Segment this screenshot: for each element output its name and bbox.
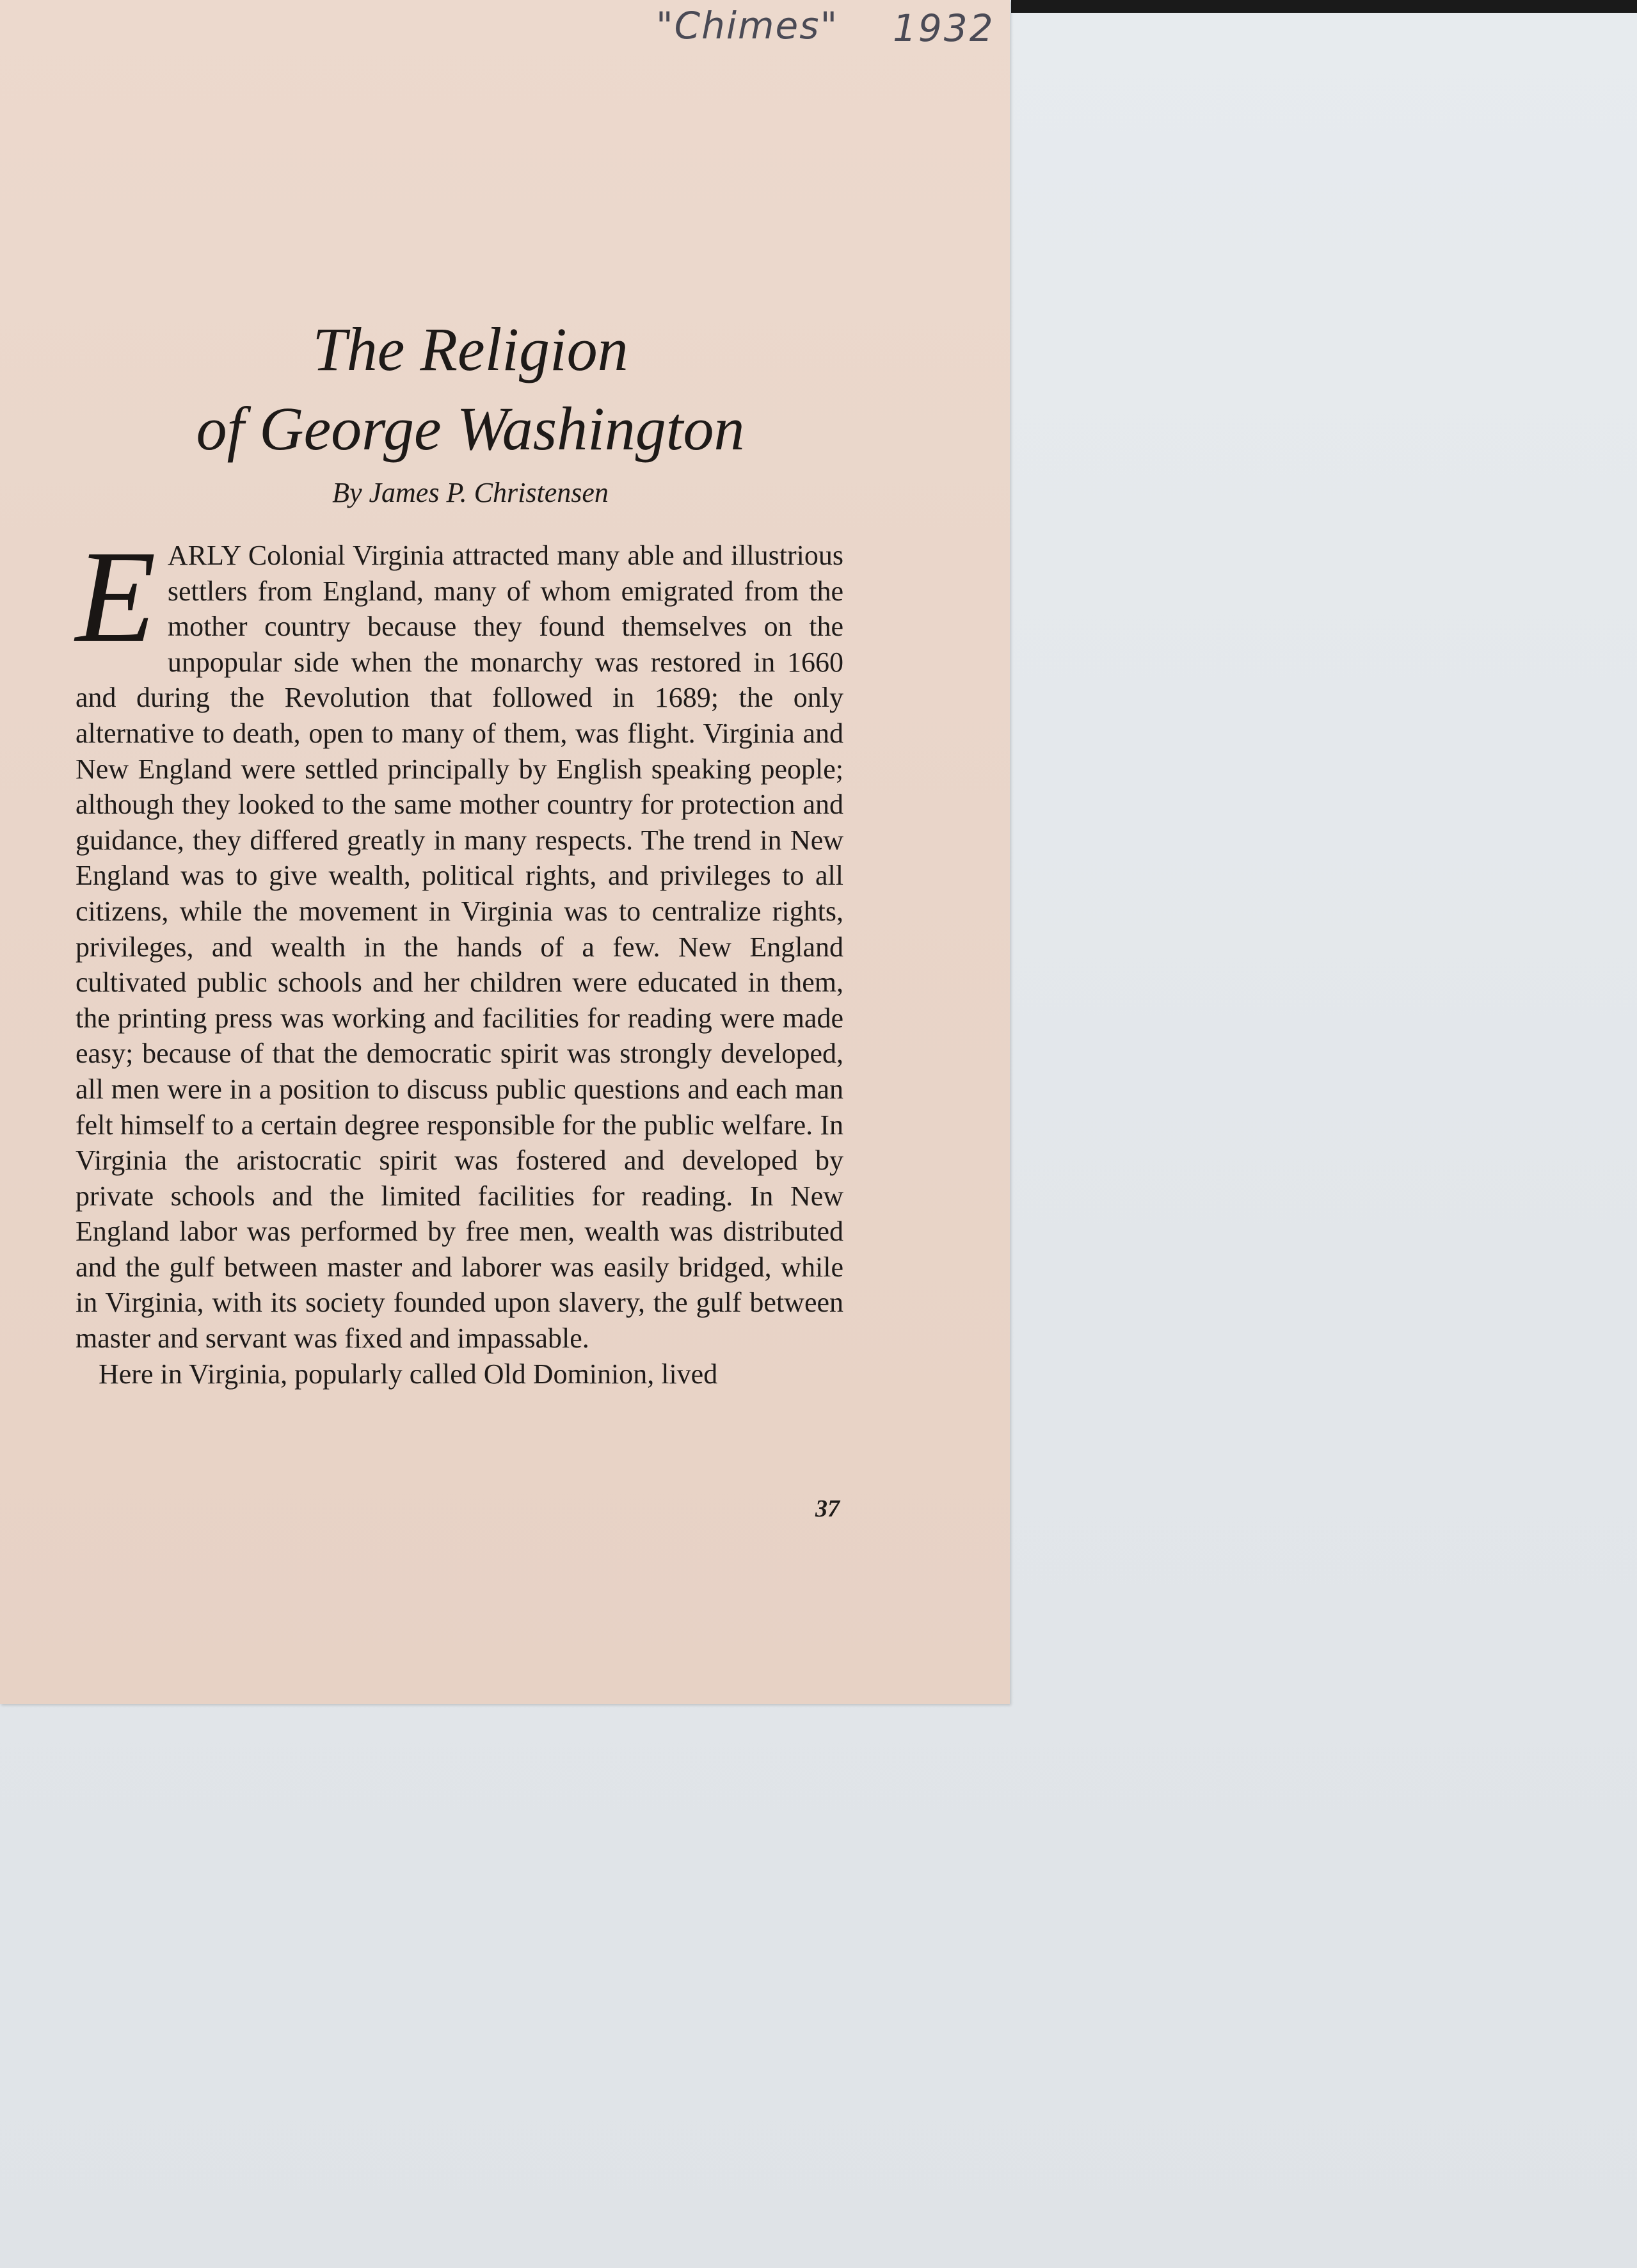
article-body [76, 523, 843, 1392]
paragraph-1 [76, 523, 843, 1356]
scanner-edge-strip [1011, 0, 1637, 13]
document-page [0, 0, 1010, 1704]
drop-cap-letter: E [76, 523, 156, 670]
handwritten-publication-note: "Chimes" [656, 4, 839, 47]
article-title-line-1: The Religion [312, 315, 628, 383]
paragraph-2: Here in Virginia, popularly called Old Dominion, lived [99, 1358, 718, 1390]
handwritten-year-note: 1932 [893, 6, 995, 50]
article-byline: By James P. Christensen [332, 477, 609, 508]
page-number: 37 [815, 1495, 840, 1522]
article-title-line-2: of George Washington [196, 394, 745, 463]
paragraph-1-text: ARLY Colonial Virginia attracted many able and illustrious settlers from England, many of whom emigrated from the mother country because they found themselves on the unpopular side when the monarchy was restored in 1660 and during the Revolution that followed in 1689; the only alternative to death, open to many of them, was flight. Virginia and New England were settled principally by English speaking people; although they looked to the same mother country for protection and guidance, they differed greatly in many respects. The trend in New England was to give wealth, political rights, and privileges to all citizens, while the movement in Virginia was to centralize rights, privileges, and wealth in the hands of a few. New England cultivated public schools and her children were educated in them, the printing press was working and facilities for reading were made easy; because of that the democratic spirit was strongly developed, all men were in a position to discuss public questions and each man felt himself to a certain degree responsible for the public welfare. In Virginia the aristocratic spirit was fostered and developed by private schools and the limited facilities for reading. In New England labor was performed by free men, wealth was distributed and the gulf between master and laborer was easily bridged, while in Virginia, with its society founded upon slavery, the gulf between master and servant was fixed and impassable. [76, 540, 843, 1355]
